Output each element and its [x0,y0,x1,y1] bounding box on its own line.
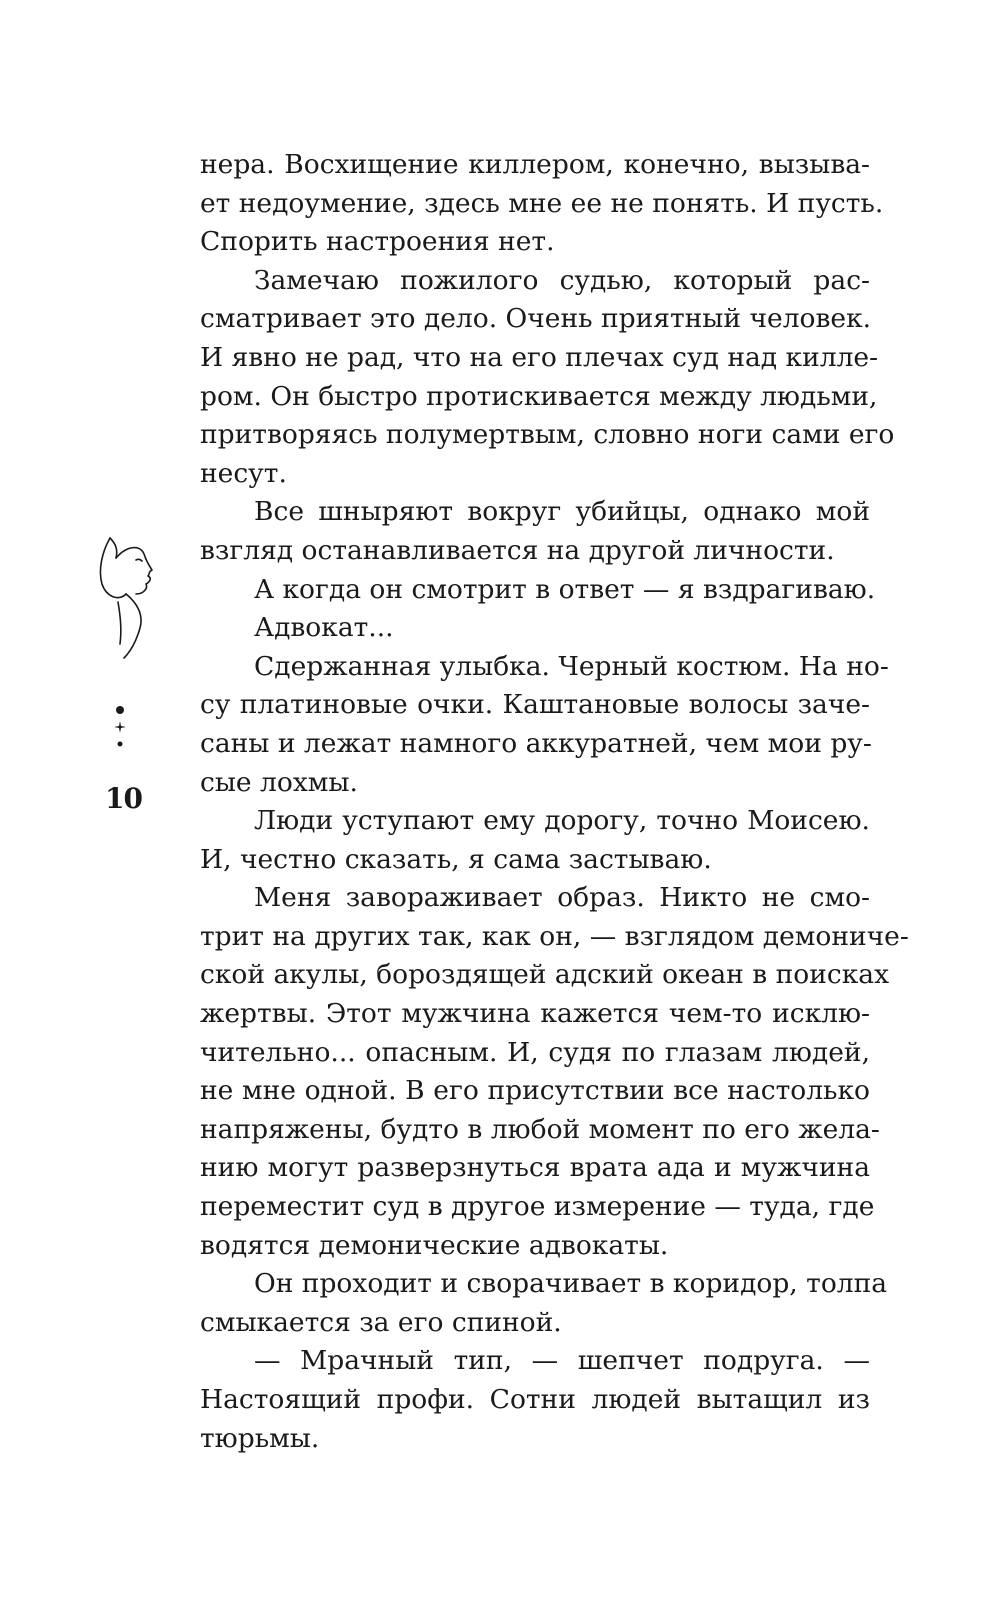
text-line: саны и лежат намного аккуратней, чем мои ру- [200,727,872,759]
text-line: Адвокат... [254,612,394,644]
text-line: ет недоумение, здесь мне ее не понять. И пусть. [200,187,884,219]
text-line: напряжены, будто в любой момент по его жела- [200,1113,880,1145]
text-line: Спорить настроения нет. [200,226,555,258]
text-line: Он проходит и сворачивает в коридор, толпа [254,1268,888,1300]
dot-sparkle-dot-icon [108,706,132,750]
text-line: не мне одной. В его присутствии все настолько [200,1075,870,1107]
text-line: Настоящий профи. Сотни людей вытащил из [200,1384,870,1415]
text-line: И, честно сказать, я сама застываю. [200,843,712,875]
text-line: — Мрачный тип, — шепчет подруга. — [254,1345,870,1377]
text-line: Люди уступают ему дорогу, точно Моисею. [254,805,870,837]
text-line: смыкается за его спиной. [200,1306,562,1338]
page-number: 10 [105,782,142,815]
text-line: сматривает это дело. Очень приятный человек. [200,303,872,335]
text-line: И явно не рад, что на его плечах суд над килле- [200,341,879,373]
text-line: А когда он смотрит в ответ — я вздрагиваю. [254,573,876,605]
face-profile-line-art-icon [96,532,168,662]
text-line: Сдержанная улыбка. Черный костюм. На но- [254,650,889,682]
text-line: нию могут разверзнуться врата ада и мужчина [200,1152,870,1184]
text-line: взгляд останавливается на другой личности. [200,534,835,566]
text-line: нера. Восхищение киллером, конечно, вызыва- [200,149,870,180]
text-line: переместит суд в другое измерение — туда, где [200,1191,875,1223]
text-line: ской акулы, бороздящей адский океан в поисках [200,959,890,991]
text-line: трит на других так, как он, — взглядом демониче- [200,920,909,952]
text-line: водятся демонические адвокаты. [200,1229,669,1261]
text-line: притворяясь полумертвым, словно ноги сами его [200,419,895,451]
text-line: су платиновые очки. Каштановые волосы заче- [200,689,870,721]
text-line: Все шныряют вокруг убийцы, однако мой [254,496,870,528]
text-line: несут. [200,457,287,489]
page-body-text [200,146,909,1458]
text-line: Замечаю пожилого судью, который рас- [254,264,870,296]
text-line: жертвы. Этот мужчина кажется чем-то исклю- [200,998,870,1030]
text-line: сые лохмы. [200,766,358,798]
text-line: Меня завораживает образ. Никто не смо- [254,882,870,914]
text-line: чительно... опасным. И, судя по глазам людей, [200,1036,870,1068]
text-line: тюрьмы. [200,1422,320,1454]
text-line: ром. Он быстро протискивается между людьми, [200,380,878,412]
